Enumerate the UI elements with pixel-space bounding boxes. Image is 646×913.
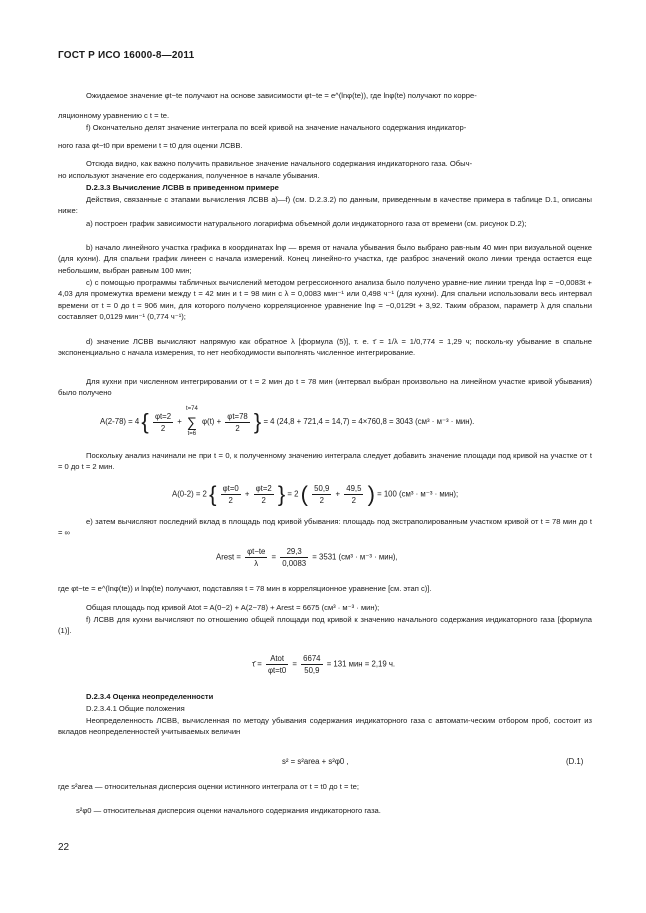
page-number: 22 [58, 842, 70, 853]
brace-left: { [141, 409, 149, 434]
paragraph: Для кухни при численном интегрировании от t = 2 мин до t = 78 мин (интервал выбран произвольно на линейном участке кривой убывания) было получено [58, 377, 592, 398]
document-header: ГОСТ Р ИСО 16000-8—2011 [58, 50, 195, 61]
summation: t=74 ∑ t=6 [185, 406, 198, 437]
equation-d1: s² = s²area + s²φ0 , [282, 757, 349, 766]
brace-right: } [253, 409, 262, 434]
eq-lhs: A(2-78) = 4 [100, 417, 140, 427]
eq-lhs: A(0-2) = 2 [172, 489, 207, 499]
equation-a-rest: Arest = $\frac{\varphi t-te}{\lambda}$ = $\frac{29,3}{0,0083}$ = 3531 (см³ · м⁻³ · мин), [216, 547, 398, 568]
paragraph: Ожидаемое значение φt−te получают на основе зависимости φt−te = e^(lnφ(te)), где lnφ(te) получают по корре- [86, 91, 477, 100]
paragraph: b) начало линейного участка графика в координатах lnφ — время от начала убывания было выбрано рав-ным 40 мин при визуальной оценке (для кухни). Для спальни график линеен с начала измерений. Конец линейно-го участка, где разброс значений около линии тренда остается еще небольшим, выбран равным 100 мин; [58, 243, 592, 275]
equation-number: (D.1) [566, 757, 584, 766]
paragraph: d) значение ЛСВВ вычисляют напрямую как обратное λ [формула (5)], т. е. τ̄ = 1/λ = 1/0,774 = 1,29 ч; посколь-ку убывание в спальне экспоненциально с начала измерения, то нет необходимости выполнять численное интегрирование. [58, 337, 592, 358]
section-heading: D.2.3.3 Вычисление ЛСВВ в приведенном примере [86, 183, 279, 192]
subsection-heading: D.2.3.4.1 Общие положения [86, 704, 185, 713]
paragraph: Поскольку анализ начинали не при t = 0, к полученному значению интеграла следует добавить значение площади под кривой на участке от t = 0 до t = 2 мин. [58, 451, 592, 472]
section-heading: D.2.3.4 Оценка неопределенности [86, 692, 214, 701]
fraction: $\frac{\varphi t=2}{2}$ [154, 411, 172, 433]
equation-a-2-78: A(2-78) = 4 { $\frac{\varphi t=2}{2}$ + t=74 ∑ t=6 φ(t) + $\frac{\varphi t=78}{2}$ } = 4 (24,8 + 721,4 = 14,7) = 4×760,8 = 3043 (см³ · м⁻³ · мин). [100, 404, 474, 440]
paragraph: f) Окончательно делят значение интеграла по всей кривой на значение начального содержания индикатор- [86, 123, 467, 132]
paragraph: где φt−te = e^(lnφ(te)) и lnφ(te) получают, подставляя t = 78 мин в корреляционное уравнение [см. этап c)]. [58, 584, 432, 593]
paragraph: a) построен график зависимости натурального логарифма объемной доли индикаторного газа от времени (см. рисунок D.2); [86, 219, 527, 228]
paragraph: e) затем вычисляют последний вклад в площадь под кривой убывания: площадь под экстраполированным участком кривой от t = 78 мин до t = ∞ [58, 517, 592, 538]
paragraph: Неопределенность ЛСВВ, вычисленная по методу убывания содержания индикаторного газа с автомати-ческим отбором проб, состоит из вкладов неопределенностей учитываемых величин [58, 716, 592, 737]
paragraph: ляционному уравнению с t = te. [58, 111, 170, 120]
fraction: $\frac{\varphi t=78}{2}$ [227, 411, 248, 433]
paragraph: f) ЛСВВ для кухни вычисляют по отношению общей площади под кривой к значению начального содержания индикаторного газа [формула (1)]. [58, 615, 592, 636]
paragraph: Общая площадь под кривой Atot = A(0−2) + A(2−78) + Arest = 6675 (см³ · м⁻³ · мин); [86, 603, 380, 612]
paragraph: Действия, связанные с этапами вычисления ЛСВВ a)—f) (см. D.2.3.2) по данным, приведенным в качестве примера в таблице D.1, описаны ниже: [58, 195, 592, 216]
paragraph: где s²area — относительная дисперсия оценки истинного интеграла от t = t0 до t = te; [58, 782, 359, 791]
paragraph: s²φ0 — относительная дисперсия оценки начального содержания индикаторного газа. [76, 806, 381, 815]
paragraph: c) с помощью программы табличных вычислений методом регрессионного анализа было получено уравне-ние линии тренда lnφ = −0,0083t + 4,03 для промежутка времени между t = 42 мин и t = 98 мин с λ = 0,0083 мин⁻¹ или 0,498 ч⁻¹ (для кухни). Для спальни использовали весь интервал времени от t = 0 до t = 906 мин, для которого получено корреляционное уравнение lnφ = −0,0129t + 3,92. Таким образом, параметр λ для спальни составляет 0,0129 мин⁻¹ (0,774 ч⁻¹); [58, 278, 592, 322]
paragraph: но используют значение его содержания, полученное в начале убывания. [58, 171, 320, 180]
equation-a-0-2: A(0-2) = 2 { $\frac{\varphi t=0}{2}$ + $\frac{\varphi t=2}{2}$ } = 2 ( $\frac{50,9}{2}$ + $\frac{49,5}{2}$ ) = 100 (см³ · м⁻³ · мин); [172, 481, 459, 507]
paragraph: Отсюда видно, как важно получить правильное значение начального содержания индикаторного газа. Обыч- [86, 159, 473, 168]
equation-tau: τ̄ = $\frac{\text{Atot}}{\varphi t=t0}$ = $\frac{6674}{50,9}$ = 131 мин = 2,19 ч. [252, 654, 396, 675]
eq-rhs: = 4 (24,8 + 721,4 = 14,7) = 4×760,8 = 3043 (см³ · м⁻³ · мин). [263, 417, 475, 427]
paragraph: ного газа φt−t0 при времени t = t0 для оценки ЛСВВ. [58, 141, 243, 150]
